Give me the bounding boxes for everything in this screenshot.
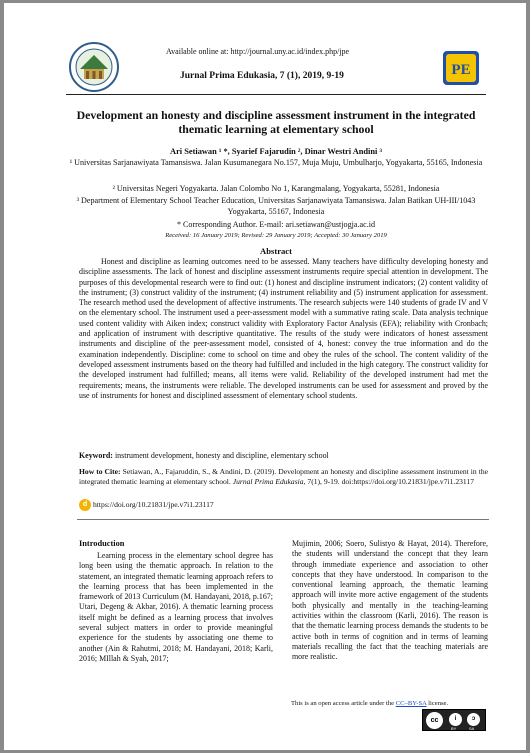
keywords-text: instrument development, honesty and discipline, elementary school: [112, 451, 329, 460]
cite-label: How to Cite:: [79, 467, 121, 476]
cite-tail: 7(1), 9-19. doi:https://doi.org/10.21831/jpe.v7i1.23117: [305, 476, 475, 486]
cite-text: Setiawan, A., Fajaruddin, S., & Andini, D. (2019). Development an honesty and discipline assessment instrument in the integrated thematic learning at elementary school.: [79, 467, 488, 486]
journal-reference: Jurnal Prima Edukasia, 7 (1), 2019, 9-19: [180, 71, 344, 81]
keywords: [79, 451, 488, 460]
header-rule: [66, 94, 486, 95]
submission-dates: Received: 16 January 2019; Revised: 29 January 2019; Accepted: 30 January 2019: [165, 232, 387, 239]
right-column-text: Mujimin, 2006; Soero, Sulistyo & Hayat, 2014). Therefore, the students will understand the concept that they learn through immediate experience and association to other concepts that they have understood. In comparison to the conventional learning approach, the thematic learning approach will invite more active engagement of the students both physically and mentally in the teaching-learning activities within the classroom (Karli, 2016). The reason is that the thematic learning process demands the students to be active both in terms of cognition and in terms of learning materials recalling the fact that the teaching materials are more realistic.: [292, 539, 488, 662]
left-column-text: Learning process in the elementary school degree has long been using the thematic approach. In relation to the statement, an integrated thematic learning approach refers to the learning process that has been implemented in the framework of 2013 Curriculum (M. Handayani, 2018, p.167; Utari, Degeng & Akbar, 2016). A thematic learning process itself might be defined as a learning process that involves several subject matters in order to provide meaningful experience for the students by associating one theme to another (Ain & Rahutmi, 2018; M. Handayani, 2018; Karli, 2016; MIllah & Syah, 2017;: [79, 551, 273, 663]
doi-icon: d: [79, 499, 91, 511]
author-list: Ari Setiawan ¹ *, Syarief Fajarudin ², Dinar Westri Andini ³: [170, 147, 382, 156]
journal-page: [4, 3, 526, 750]
affiliation-1: ¹ Universitas Sarjanawiyata Tamansiswa. Jalan Kusumanegara No.157, Muja Muju, Umbulharjo, Yogyakarta, 55165, Indonesia: [69, 158, 483, 167]
keywords-label: Keyword:: [79, 451, 113, 460]
journal-header: [4, 3, 526, 95]
how-to-cite: [79, 467, 488, 487]
license-prefix: This is an open access article under the: [291, 700, 396, 707]
journal-logo-text: PE: [451, 62, 471, 78]
sa-label: SA: [469, 726, 475, 731]
university-logo-icon: [68, 41, 120, 93]
doi-line: [79, 499, 214, 511]
affiliation-2: ² Universitas Negeri Yogyakarta. Jalan Colombo No 1, Karangmalang, Yogyakarta, 55281, Indonesia: [112, 184, 440, 193]
availability-line[interactable]: Available online at: http://journal.uny.ac.id/index.php/jpe: [166, 47, 350, 56]
abstract-text: Honest and discipline as learning outcomes need to be assessed. Many teachers have difficulty developing honesty and discipline assessments. The lack of honest and discipline assessment instruments require special attention in development. The purposes of this developmental research were to find out: (1) honest and discipline instrument indicators; (2) content validity of the instrument; (3) construct validity of the instrument; (4) instrument reliability and (5) instrument application for assessment. The research method used the development of affective instruments. The research subjects were 140 students of grade IV and V on the elementary school. The instrument used a peer-assessment model with a summative rating scale. Data analysis technique used content validity with Aiken index; construct validity with Exploratory Factor Analysis (EFA); reliability with Cronbach; and application of instrument with descriptive quantitative. The results of the study were indicators of honest assessment instruments and discipline of the peer-assessment model, consisted of 4, honest: convey the true information and do the examination independently. Discipline: come to school on time and obey the rules of the school. The content validity of the developed assessment instruments based on the theory had fulfilled and included in the high category. The construct validity for the developed instrument had fulfilled; means, all items were valid. Reliability of the developed instrument had met the requirements; means, the instruments were reliable. The developed instruments can be used for assessment and proved by the use of instruments for honest and disciplined assessment of elementary school students.: [79, 257, 488, 400]
introduction-heading: Introduction: [79, 539, 125, 548]
license-suffix: license.: [426, 700, 449, 707]
cc-logo-icon: cc: [426, 712, 443, 729]
attribution-icon: i: [449, 713, 462, 726]
article-title: Development an honesty and discipline assessment instrument in the integrated thematic learning at elementary school: [76, 108, 476, 136]
cite-journal: Jurnal Prima Edukasia,: [232, 476, 306, 486]
doi-link[interactable]: https://doi.org/10.21831/jpe.v7i1.23117: [93, 499, 214, 509]
journal-logo-icon: [441, 49, 481, 87]
abstract-heading: Abstract: [260, 246, 292, 256]
license-note: [291, 700, 448, 707]
license-link[interactable]: CC–BY-SA: [395, 700, 427, 707]
cc-by-sa-badge-icon[interactable]: [422, 709, 486, 731]
share-alike-icon: ↄ: [467, 713, 480, 726]
affiliation-3: ³ Department of Elementary School Teacher Education, Universitas Sarjanawiyata Tamansiswa. Jalan Batikan UH-III/1043 Yogyakarta, 55167, Indonesia: [76, 196, 476, 216]
by-label: BY: [451, 726, 457, 731]
section-divider: [77, 519, 489, 520]
corresponding-author: * Corresponding Author. E-mail: ari.setiawan@ustjogja.ac.id: [176, 220, 376, 229]
